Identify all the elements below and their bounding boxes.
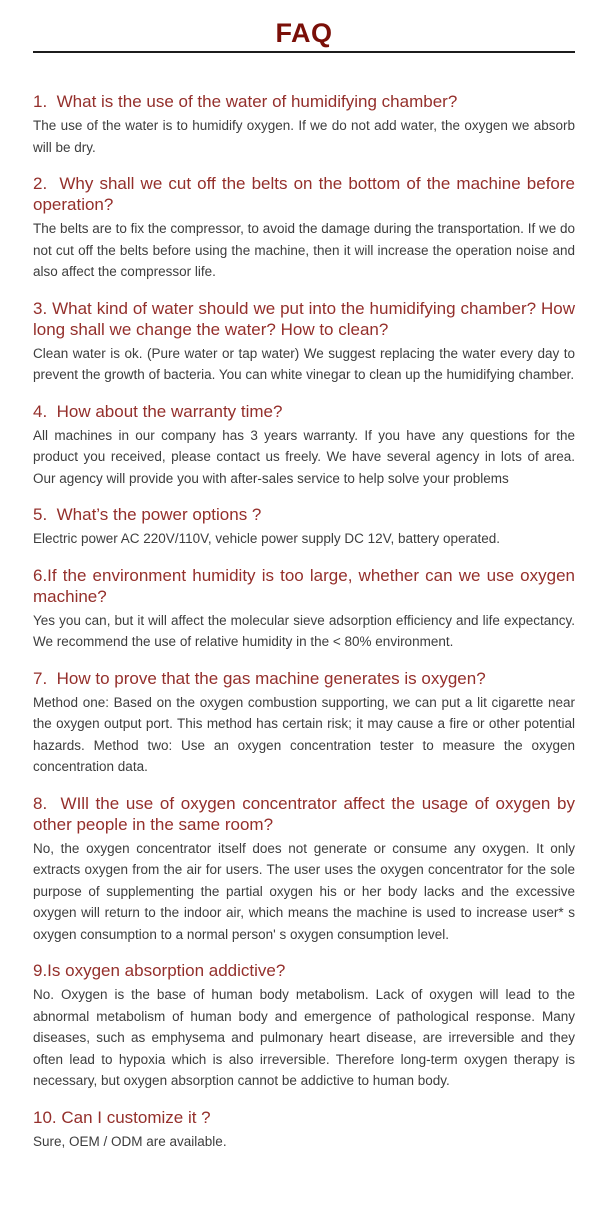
faq-answer: The use of the water is to humidify oxygen. If we do not add water, the oxygen we absorb will be dry. xyxy=(33,118,575,155)
faq-item-2 xyxy=(33,173,575,283)
faq-question: 4. How about the warranty time? xyxy=(33,401,283,421)
faq-question: 2. Why shall we cut off the belts on the bottom of the machine before operation? xyxy=(33,174,575,214)
faq-item-5 xyxy=(33,504,575,550)
faq-list xyxy=(33,91,575,1152)
faq-answer: All machines in our company has 3 years warranty. If you have any questions for the product you received, please contact us freely. We have several agency in lots of area. Our agency will provide you with after-sales service to help solve your problems xyxy=(33,427,575,486)
faq-answer: No, the oxygen concentrator itself does not generate or consume any oxygen. It only extracts oxygen from the air for users. The user uses the oxygen concentrator for the sole purpose of supplementing the partial oxygen his or her body lacks and the excessive oxygen will return to the indoor air, which means the machine is used to increase user* s oxygen consumption to a normal person' s oxygen consumption level. xyxy=(33,840,575,942)
faq-answer: No. Oxygen is the base of human body metabolism. Lack of oxygen will lead to the abnormal metabolism of human body and emergence of pathological response. Many diseases, such as emphysema and pulmonary heart disease, are irreversible and they often lead to hypoxia which is also irreversible. Therefore long-term oxygen therapy is necessary, but oxygen absorption cannot be addictive to human body. xyxy=(33,987,575,1088)
faq-item-1 xyxy=(33,91,575,158)
faq-item-10 xyxy=(33,1107,575,1153)
faq-item-3 xyxy=(33,298,575,386)
faq-item-7 xyxy=(33,668,575,778)
title-divider xyxy=(33,51,575,53)
faq-question: 5. What’s the power options ? xyxy=(33,505,262,524)
faq-question: 9.Is oxygen absorption addictive? xyxy=(33,961,286,980)
faq-answer: Method one: Based on the oxygen combustion supporting, we can put a lit cigarette near the oxygen output port. This method has certain risk; it may cause a fire or other potential hazards. Method two: Use an oxygen concentration tester to measure the oxygen concentration data. xyxy=(33,694,575,774)
faq-answer: Electric power AC 220V/110V, vehicle power supply DC 12V, battery operated. xyxy=(33,531,501,546)
faq-answer: Sure, OEM / ODM are available. xyxy=(33,1133,227,1149)
faq-question: 6.If the environment humidity is too large, whether can we use oxygen machine? xyxy=(33,565,575,606)
page-title: FAQ xyxy=(275,18,333,48)
faq-answer: Clean water is ok. (Pure water or tap water) We suggest replacing the water every day to prevent the growth of bacteria. You can white vinegar to clean up the humidifying chamber. xyxy=(33,345,575,382)
faq-answer: Yes you can, but it will affect the molecular sieve adsorption efficiency and life expectancy. We recommend the use of relative humidity in the < 80% environment. xyxy=(33,612,575,649)
faq-question: 3. What kind of water should we put into the humidifying chamber? How long shall we change the water? How to clean? xyxy=(33,298,575,339)
faq-question: 10. Can I customize it ? xyxy=(33,1107,211,1127)
faq-question: 7. How to prove that the gas machine generates is oxygen? xyxy=(33,668,486,688)
faq-item-6 xyxy=(33,565,575,653)
faq-item-9 xyxy=(33,960,575,1092)
faq-answer: The belts are to fix the compressor, to avoid the damage during the transportation. If we do not cut off the belts before using the machine, then it will increase the operation noise and also affect the compressor life. xyxy=(33,221,575,279)
faq-item-4 xyxy=(33,401,575,490)
faq-item-8 xyxy=(33,793,575,946)
faq-question: 1. What is the use of the water of humidifying chamber? xyxy=(33,92,458,111)
faq-question: 8. WIll the use of oxygen concentrator affect the usage of oxygen by other people in the same room? xyxy=(33,793,575,834)
